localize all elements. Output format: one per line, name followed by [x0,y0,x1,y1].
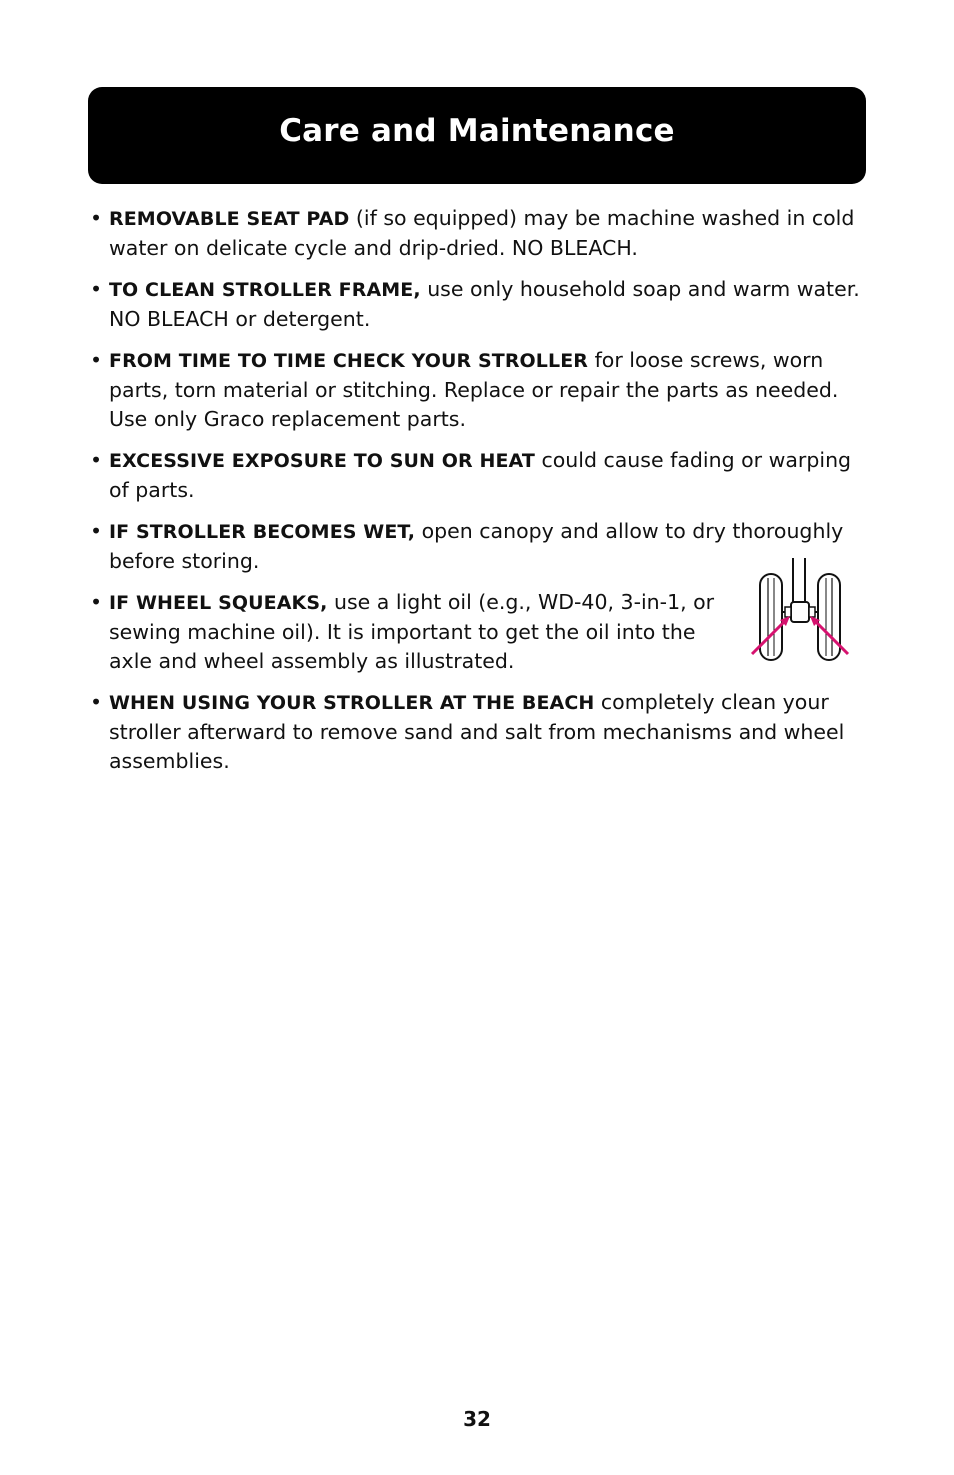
list-item-check-stroller [90,346,865,434]
page-number: 32 [463,1407,491,1431]
bullet: • [90,519,103,543]
item-text: could cause fading or warping of parts. [109,448,852,502]
section-header [88,87,866,184]
care-instructions-list [90,204,865,788]
item-text: for loose screws, worn parts, torn material or stitching. Replace or repair the parts as needed. Use only Graco replacement parts. [109,348,839,431]
item-lead: WHEN USING YOUR STROLLER AT THE BEACH [109,692,595,714]
item-lead: TO CLEAN STROLLER FRAME, [109,279,421,301]
list-item-beach [90,688,865,776]
item-lead: IF WHEEL SQUEAKS, [109,592,328,614]
item-text: open canopy and allow to dry thoroughly before storing. [109,519,844,573]
item-lead: REMOVABLE SEAT PAD [109,208,350,230]
item-text: use only household soap and warm water. NO BLEACH or detergent. [109,277,860,331]
item-lead: EXCESSIVE EXPOSURE TO SUN OR HEAT [109,450,535,472]
bullet: • [90,690,103,714]
item-text: completely clean your stroller afterward to remove sand and salt from mechanisms and wheel assemblies. [109,690,845,773]
page-title: Care and Maintenance [279,113,675,149]
item-lead: IF STROLLER BECOMES WET, [109,521,416,543]
list-item-clean-frame [90,275,865,334]
item-lead: FROM TIME TO TIME CHECK YOUR STROLLER [109,350,589,372]
wheel-axle-illustration-icon [746,554,854,664]
list-item-seat-pad [90,204,865,263]
bullet: • [90,277,103,301]
bullet: • [90,348,103,372]
item-text: use a light oil (e.g., WD-40, 3-in-1, or sewing machine oil). It is important to get the oil into the axle and wheel assembly as illustrated. [109,590,715,673]
list-item-sun-heat [90,446,865,505]
bullet: • [90,206,103,230]
item-text: (if so equipped) may be machine washed in cold water on delicate cycle and drip-dried. NO BLEACH. [109,206,855,260]
bullet: • [90,448,103,472]
bullet: • [90,590,103,614]
